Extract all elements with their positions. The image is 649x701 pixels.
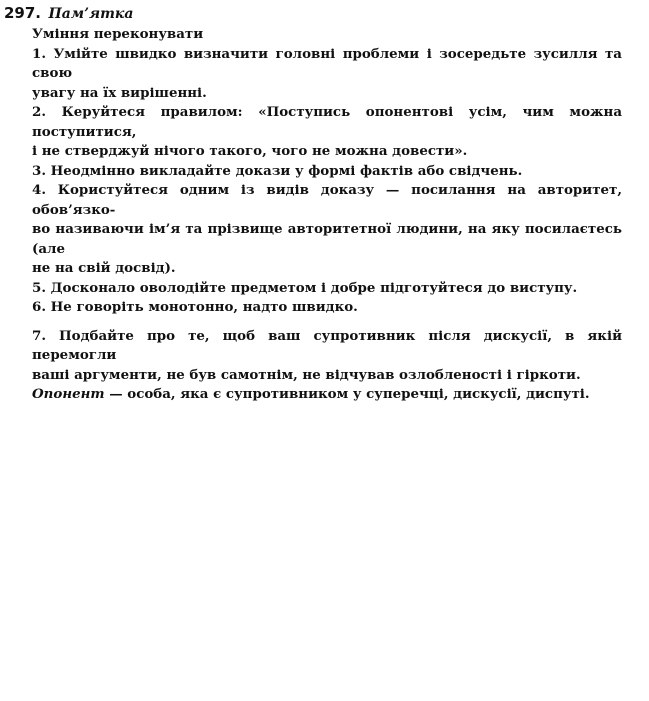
memo-line: 7. Подбайте про те, щоб ваш супротивник після дискусії, в якій перемогли (32, 327, 622, 363)
memo-line: 3. Неодмінно викладайте докази у формі фактів або свідчень. (32, 162, 523, 179)
memo-content (32, 25, 622, 405)
memo-line: і не стверджуй нічого такого, чого не можна довести». (32, 143, 468, 159)
exercise-heading (4, 4, 133, 22)
memo-line: увагу на їх вирішенні. (32, 84, 207, 101)
memo-line: не на свій досвід). (32, 260, 176, 276)
memo-line: 4. Користуйтеся одним із видів доказу — посилання на авторитет, обов’язко- (32, 182, 622, 218)
memo-line: 5. Досконало оволодійте предметом і добре підготуйтеся до виступу. (32, 279, 578, 296)
definition (32, 385, 622, 405)
memo-line: во називаючи ім’я та прізвище авторитетної людини, на яку посилаєтесь (але (32, 221, 622, 257)
exercise-title: Пам’ятка (48, 6, 134, 22)
memo-subtitle: Уміння переконувати (32, 26, 204, 42)
definition-term: Опонент (32, 386, 105, 402)
memo-line: 6. Не говоріть монотонно, надто швидко. (32, 299, 358, 315)
definition-text: — особа, яка є супротивником у суперечці, дискусії, диспуті. (104, 386, 590, 402)
memo-line: 2. Керуйтеся правилом: «Поступись опонентові усім, чим можна поступитися, (32, 104, 622, 140)
memo-line: 1. Умійте швидко визначити головні проблеми і зосередьте зусилля та свою (32, 45, 622, 81)
memo-line: ваші аргументи, не був самотнім, не відчував озлобленості і гіркоти. (32, 366, 581, 383)
exercise-number: 297. (4, 4, 42, 22)
